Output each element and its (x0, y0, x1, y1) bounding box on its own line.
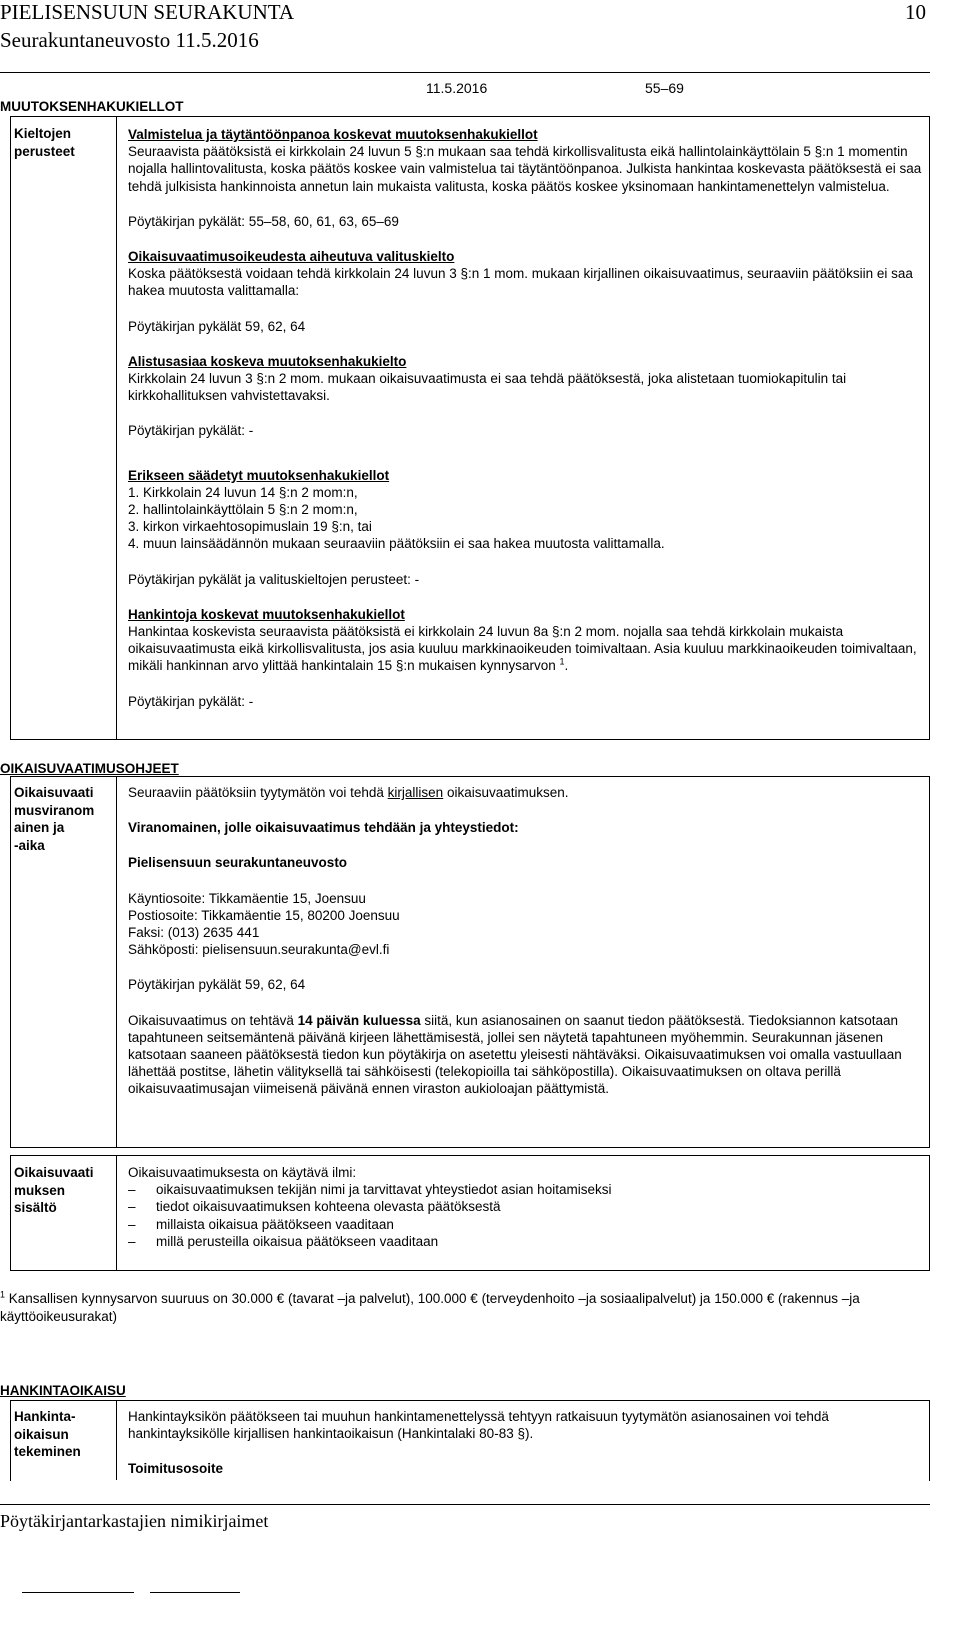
block1-sections: Pöytäkirjan pykälät: 55–58, 60, 61, 63, 65–69 (128, 213, 399, 229)
rectification-content (128, 784, 928, 1098)
appeal-bans-divider (116, 116, 117, 739)
block4-sections: Pöytäkirjan pykälät ja valituskieltojen perusteet: - (128, 571, 420, 587)
label-line: muksen (14, 1182, 66, 1198)
authority-name: Pielisensuun seurakuntaneuvosto (128, 855, 348, 871)
rectification-authority-label (14, 784, 94, 854)
deadline-post: siitä, kun asianosainen on saanut tiedon päätöksestä. Tiedoksiannon katsotaan tapahtuneen seitsemäntenä päivänä kirjeen lähettämisestä, jollei sen näytetä tapahtuneen myöhemmin. Seurakunnan jäsenen katsotaan saaneen päätöksestä tiedon kun pöytäkirja on asetettu yleisesti nähtäväksi. Oikaisuvaatimuksen voi omalla vastuullaan lähettää postitse, lähetin välityksellä tai sähköisesti (telekopioilla tai sähköpostilla). Oikaisuvaatimuksen on oltava perillä oikaisuvaatimusajan viimeisenä päivänä ennen viraston aukioloajan päättymistä. (128, 1012, 902, 1097)
dash-bullet: – (128, 1216, 136, 1232)
block4-item: 4. muun lainsäädännön mukaan seuraaviin päätöksiin ei saa hakea muutosta valittamalla. (128, 536, 665, 552)
list-item (128, 1198, 928, 1215)
rectification-sections: Pöytäkirjan pykälät 59, 62, 64 (128, 977, 306, 993)
list-item (128, 1233, 928, 1250)
procurement-label (14, 1408, 81, 1461)
label-line: oikaisun (14, 1426, 69, 1442)
address-line: Postiosoite: Tikkamäentie 15, 80200 Joensuu (128, 907, 400, 923)
block4-item: 3. kirkon virkaehtosopimuslain 19 §:n, tai (128, 519, 372, 535)
block5-text: Hankintaa koskevista seuraavista päätöksistä ei kirkkolain 24 luvun 8a §:n 2 mom. nojalla saa tehdä kirkkolain mukaista oikaisuvaatimusta eikä kirkollisvalitusta, jos asia kuuluu markkinaoikeuden toimivaltaan. Asia kuuluu markkinaoikeuden toimivaltaan, mikäli hankinnan arvo ylittää hankintalain 15 §:n mukaisen kynnysarvon $^1$. (128, 624, 917, 674)
rectification-intro (128, 784, 928, 801)
deadline-bold: 14 päivän kuluessa (297, 1012, 421, 1028)
dash-bullet: – (128, 1199, 136, 1215)
address-line: Käyntiosoite: Tikkamäentie 15, Joensuu (128, 890, 366, 906)
signature-line-2 (150, 1592, 240, 1593)
block4-item: 1. Kirkkolain 24 luvun 14 §:n 2 mom:n, (128, 484, 358, 500)
label-line: Oikaisuvaati (14, 1165, 94, 1180)
procurement-text: Hankintayksikön päätökseen tai muuhun hankintamenettelyssä tehtyyn ratkaisuun tyytymätön asianosainen voi tehdä hankintayksikölle kirjallisen hankintaoikaisun (Hankintalaki 80-83 §). (128, 1409, 829, 1442)
ref-sections: 55–69 (645, 80, 684, 96)
footnote (0, 1290, 925, 1325)
appeal-bans-label (14, 125, 75, 160)
block3-sections: Pöytäkirjan pykälät: - (128, 423, 254, 439)
block3-title: Alistusasiaa koskeva muutoksenhakukielto (128, 353, 407, 369)
rectification-divider (116, 776, 117, 1147)
intro-pre: Seuraaviin päätöksiin tyytymätön voi tehdä (128, 785, 388, 800)
rectification-content-label (14, 1164, 94, 1217)
meeting-title: Seurakuntaneuvosto 11.5.2016 (0, 28, 259, 52)
label-line: Kieltojen (14, 126, 72, 141)
content-intro: Oikaisuvaatimuksesta on käytävä ilmi: (128, 1165, 357, 1180)
block4-item: 2. hallintolainkäyttölain 5 §:n 2 mom:n, (128, 502, 358, 518)
list-item-text: millaista oikaisua päätökseen vaaditaan (156, 1216, 394, 1232)
label-line: -aika (14, 837, 45, 853)
header-org: PIELISENSUUN SEURAKUNTA (0, 0, 295, 24)
block1-title: Valmistelua ja täytäntöönpanoa koskevat muutoksenhakukiellot (128, 127, 538, 142)
block2-title: Oikaisuvaatimusoikeudesta aiheutuva valituskielto (128, 249, 455, 265)
section-title-appeal-bans: MUUTOKSENHAKUKIELLOT (0, 99, 184, 114)
block2-text: Koska päätöksestä voidaan tehdä kirkkolain 24 luvun 3 §:n 1 mom. mukaan kirjallinen oikaisuvaatimus, seuraaviin päätöksiin ei saa hakea muutosta valittamalla: (128, 266, 913, 299)
page-number: 10 (905, 0, 926, 24)
label-line: musviranom (14, 802, 95, 818)
procurement-content (128, 1408, 928, 1478)
label-line: ainen ja (14, 820, 65, 835)
appeal-bans-content (128, 126, 928, 710)
content-list (128, 1181, 928, 1250)
label-line: sisältö (14, 1200, 57, 1215)
list-item-text: millä perusteilla oikaisua päätökseen vaaditaan (156, 1233, 439, 1249)
block1-text: Seuraavista päätöksistä ei kirkkolain 24 luvun 5 §:n mukaan saa tehdä kirkollisvalitusta eikä hallintolainkäyttölain 5 §:n 1 momentin nojalla hallintovalitusta, koska päätös koskee vain valmistelua tai täytäntöönpanoa. Julkista hankintaa koskevasta päätöksestä ei saa tehdä julkisista hankinnoista annetun lain mukaista valitusta, koska päätös koskee yksinomaan hankintamenettelyn valmistelua. (128, 144, 922, 194)
block3-text: Kirkkolain 24 luvun 3 §:n 2 mom. mukaan oikaisuvaatimusta ei saa tehdä päätöksestä, joka alistetaan tuomiokapitulin tai kirkkohallituksen vahvistettavaksi. (128, 371, 847, 404)
section-title-rectification: OIKAISUVAATIMUSOHJEET (0, 761, 179, 776)
list-item (128, 1181, 928, 1198)
delivery-address-heading: Toimitusosoite (128, 1461, 224, 1477)
list-item-text: oikaisuvaatimuksen tekijän nimi ja tarvittavat yhteystiedot asian hoitamiseksi (156, 1182, 612, 1198)
footnote-mark: 1 (0, 1289, 6, 1300)
block5-sections: Pöytäkirjan pykälät: - (128, 693, 254, 709)
block5-title: Hankintoja koskevat muutoksenhakukiellot (128, 606, 405, 622)
intro-underlined: kirjallisen (387, 785, 444, 800)
header-rule (0, 72, 930, 73)
address-line: Faksi: (013) 2635 441 (128, 925, 260, 941)
list-item-text: tiedot oikaisuvaatimuksen kohteena olevasta päätöksestä (156, 1199, 501, 1215)
signature-line-1 (22, 1592, 134, 1593)
deadline-text (128, 1012, 928, 1098)
signatures-label: Pöytäkirjantarkastajien nimikirjaimet (0, 1511, 269, 1531)
address-line: Sähköposti: pielisensuun.seurakunta@evl.fi (128, 942, 390, 958)
rectification-content-divider (116, 1155, 117, 1270)
footer-rule (0, 1504, 930, 1505)
footnote-text: Kansallisen kynnysarvon suuruus on 30.000 € (tavarat –ja palvelut), 100.000 € (terveydenhoito –ja sosiaalipalvelut) ja 150.000 € (rakennus –ja käyttöoikeusurakat) (0, 1291, 860, 1324)
footnote-ref: 1 (559, 656, 565, 667)
intro-post: oikaisuvaatimuksen. (443, 785, 569, 800)
dash-bullet: – (128, 1182, 136, 1198)
block5-text-body: Hankintaa koskevista seuraavista päätöksistä ei kirkkolain 24 luvun 8a §:n 2 mom. nojalla saa tehdä kirkkolain mukaista oikaisuvaatimusta eikä kirkollisvalitusta, jos asia kuuluu markkinaoikeuden toimivaltaan. Asia kuuluu markkinaoikeuden toimivaltaan, mikäli hankinnan arvo ylittää hankintalain 15 §:n mukaisen kynnysarvon (128, 624, 917, 674)
list-item (128, 1216, 928, 1233)
deadline-pre: Oikaisuvaatimus on tehtävä (128, 1012, 298, 1028)
label-line: Hankinta- (14, 1409, 76, 1424)
block2-sections: Pöytäkirjan pykälät 59, 62, 64 (128, 318, 306, 334)
ref-date: 11.5.2016 (426, 80, 488, 96)
label-line: Oikaisuvaati (14, 785, 94, 800)
label-line: perusteet (14, 143, 75, 159)
dash-bullet: – (128, 1233, 136, 1249)
authority-heading: Viranomainen, jolle oikaisuvaatimus tehdään ja yhteystiedot: (128, 820, 519, 836)
rectification-content-body (128, 1164, 928, 1250)
label-line: tekeminen (14, 1444, 81, 1459)
block4-title: Erikseen säädetyt muutoksenhakukiellot (128, 467, 390, 483)
section-title-procurement: HANKINTAOIKAISU (0, 1383, 126, 1398)
procurement-divider (116, 1400, 117, 1480)
